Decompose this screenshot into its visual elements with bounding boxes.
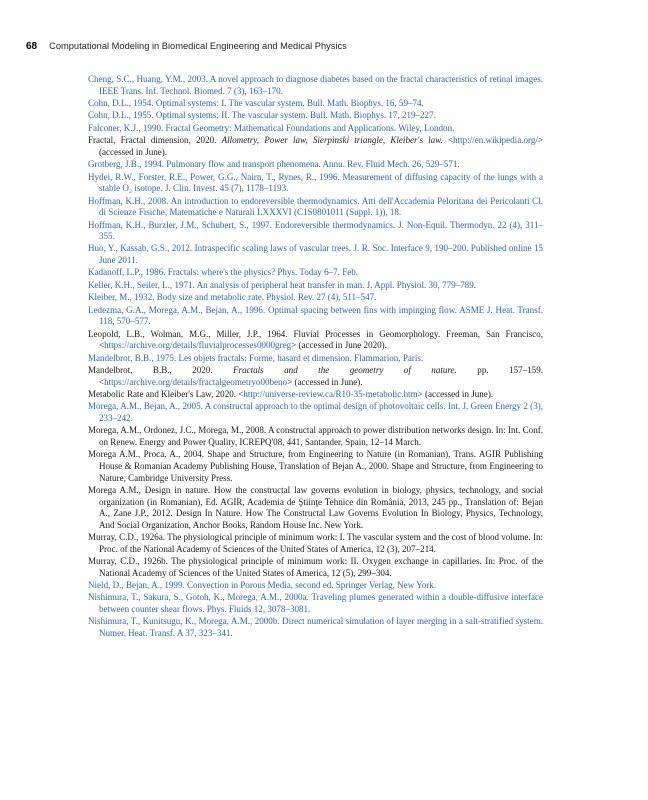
running-title: Computational Modeling in Biomedical Engineering and Medical Physics [49,41,347,51]
reference-item[interactable] [88,292,543,304]
reference-item [88,556,543,579]
reference-text: Morega A.M., Design in nature. How the constructal law governs evolution in biology, physics, technology, and social organization (in Romanian), Ed. AGIR, Academia de Ştiinţe Tehnice din România, 2013, 245 pp., Translation of: Bejan A., Zane J.P., 2012. Design In Nature. How The Constructal Law Governs Evolution In Biology, Physics, Technology, And Social Organization, Anchor Books, Random House Inc. New York. [88,484,543,530]
reference-url-link[interactable]: http://universe-review.ca/R10-35-metabolic.htm [243,388,418,399]
reference-url-link[interactable]: https://archive.org/details/fluvialprocesses0000greg [104,340,292,351]
reference-item [88,365,543,388]
reference-text: Cohn, D.L., 1954. Optimal systems: I. The vascular system. Bull. Math. Biophys. 16, 59–74. [88,97,424,108]
reference-text: Morega, A.M., Ordonez, J.C., Morega, M., 2008. A constructal approach to power distribution networks design. In: Int. Conf. on Renew. Energy and Power Quality, ICREPQ'08, 441, Santander, Spain, 12–14 March. [88,425,543,447]
page-number: 68 [26,41,38,52]
reference-text: > (accessed in June). [287,376,363,387]
running-header [26,41,347,55]
reference-item[interactable] [88,123,543,135]
reference-item [88,449,543,484]
reference-text: Fractal, Fractal dimension, 2020. [88,135,222,146]
reference-text: Cheng, S.C., Huang, Y.M., 2003. A novel approach to diagnose diabetes based on the fractal characteristics of retinal images. IEEE Trans. Inf. Technol. Biomed. 7 (3), 163–170. [88,74,543,96]
reference-text: pp. 157–159. < [99,365,543,387]
reference-text: Huo, Y., Kassab, G.S., 2012. Intraspecific scaling laws of vascular trees. J. R. Soc. Interface 9, 190–200. Published online 15 June 2011. [88,243,543,266]
reference-item[interactable] [88,305,543,328]
reference-item[interactable] [88,280,543,292]
reference-text: Nishimura, T., Sakura, S., Gotoh, K., Morega, A.M., 2000a. Traveling plumes generated within a double-diffusive interface between counter shear flows. Phys. Fluids 12, 3078–3081. [88,592,543,615]
reference-text: Grotberg, J.B., 1994. Pulmonary flow and transport phenomena. Annu. Rev. Fluid Mech. 26, 529–571. [88,159,460,170]
reference-text: Hoffman, K.H., 2008. An introduction to endoreversible thermodynamics. Atti dell'Accademia Peloritana dei Pericolanti Cl. di Scienze Fisiche, Matematiche e Naturali LXXXVI (C1S0801011 (Suppl. 1)), 18. [88,195,543,218]
reference-item[interactable] [88,159,543,171]
reference-italic-text: Fractals and the geometry of nature. [233,365,457,375]
reference-text: Mandelbrot, B.B., 1975. Les objets fractals: Forme, hasard et dimension. Flammarion, Paris. [88,352,424,363]
reference-text: Metabolic Rate and Kleiber's Law, 2020. < [88,388,244,399]
reference-item[interactable] [88,267,543,279]
reference-text: Kleiber, M., 1932. Body size and metabolic rate. Physiol. Rev. 27 (4), 511–547. [88,292,377,303]
reference-list [88,74,543,640]
reference-item[interactable] [88,353,543,365]
reference-text: Mandelbrot, B.B., 2020. [88,365,234,375]
reference-item[interactable] [88,220,543,243]
reference-text: Kadanoff, L.P., 1986. Fractals: where's the physics? Phys. Today 6–7. Feb. [88,267,359,278]
reference-text: Morega A.M., Proca, A., 2004. Shape and Structure, from Engineering to Nature (in Romanian), Trans. AGIR Publishing House & Romanian Academy Publishing House, Translation of Bejan A., 2000. Shape and Structure, from Engineering to Nature, Cambridge University Press. [88,449,543,483]
reference-text: Morega, A.M., Bejan, A., 2005. A constructal approach to the optimal design of photovoltaic cells. Int. J. Green Energy 2 (3), 233–242. [88,401,543,423]
reference-item [88,389,543,401]
reference-item[interactable] [88,98,543,110]
reference-italic-text: Allometry, Power law, Sierpinski triangle, Kleiber's law. [221,135,443,146]
reference-text: Falconer, K.J., 1990. Fractal Geometry: Mathematical Foundations and Applications. Wiley, London. [88,122,455,133]
reference-item [88,485,543,531]
reference-item[interactable] [88,196,543,219]
reference-url-link[interactable]: http://en.wikipedia.org/ [453,135,538,146]
reference-url-link[interactable]: https://archive.org/details/fractalgeometryo00beno [104,376,288,387]
reference-item[interactable] [88,243,543,266]
reference-item[interactable] [88,592,543,615]
reference-item [88,135,543,158]
reference-text: > (accessed in June). [99,135,543,157]
reference-text: Murray, C.D., 1926b. The physiological principle of minimum work: II. Oxygen exchange in capillaries. In: Proc. of the National Academy of Sciences of the United States of America, 12 (5), 299–304. [88,556,543,578]
reference-text: Hoffman, K.H., Burzler, J.M., Schubert, S., 1997. Endoreversible thermodynamics. J. Non-Equil. Thermodyn. 22 (4), 311–355. [88,219,543,242]
reference-text: Murray, C.D., 1926a. The physiological principle of minimum work: I. The vascular system and the cost of blood volume. In: Proc. of the National Academy of Sciences of the United States of America, 12 (3), 207–214. [88,532,543,554]
reference-item [88,425,543,448]
reference-item[interactable] [88,616,543,639]
reference-text: Hydei, R.W., Forster, R.E., Power, G.G., Nairn, T., Rynes, R., 1996. Measurement of diffusing capacity of the lungs with a stable O₂ isotope. J. Clin. Invest. 45 (7), 1178–1193. [88,171,543,194]
reference-item [88,532,543,555]
reference-item[interactable] [88,74,543,97]
reference-text: Nield, D., Bejan, A., 1999. Convection in Porous Media, second ed. Springer Verlag, New York. [88,580,437,591]
reference-item[interactable] [88,580,543,592]
reference-text: > (accessed in June). [417,388,494,399]
reference-text: Cohn, D.L., 1955. Optimal systems: II. The vascular system. Bull. Math. Biophys. 17, 219–227. [88,110,436,121]
reference-item[interactable] [88,110,543,122]
reference-text: Keller, K.H., Seiler, L., 1971. An analysis of peripheral heat transfer in man. J. Appl. Physiol. 30, 779–789. [88,279,476,290]
reference-text: Leopold, L.B., Wolman, M.G., Miller, J.P., 1964. Fluvial Processes in Geomorphology. Freeman, San Francisco, < [88,328,543,351]
reference-item [88,329,543,352]
reference-text: < [442,135,454,146]
reference-text: Nishimura, T., Kunitsugu, K., Morega, A.M., 2000b. Direct numerical simulation of layer merging in a salt-stratified system. Numer. Heat. Transf. A 37, 323–341. [88,616,543,639]
reference-text: > (accessed in June 2020). [291,340,387,351]
reference-text: Ledezma, G.A., Morega, A.M., Bejan, A., 1996. Optimal spacing between fins with impinging flow. ASME J. Heat. Transf. 118, 570–577. [88,304,543,327]
reference-item[interactable] [88,401,543,424]
reference-item[interactable] [88,172,543,195]
